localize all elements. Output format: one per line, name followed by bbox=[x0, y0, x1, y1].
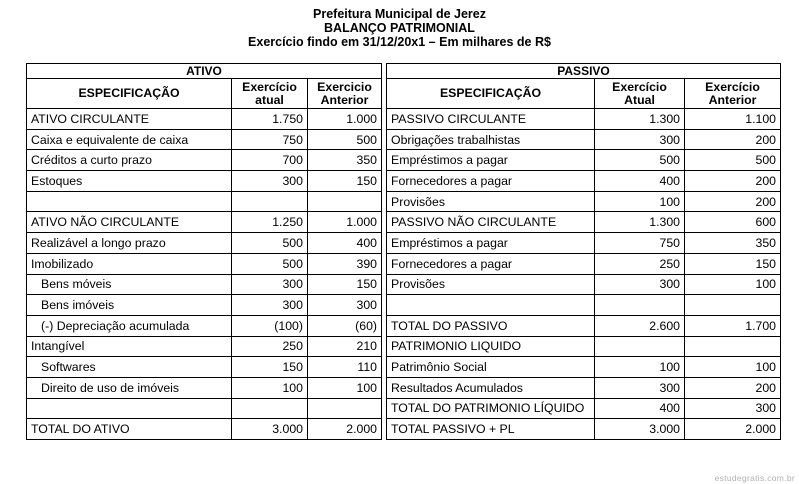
ativo-label: Bens imóveis bbox=[27, 295, 232, 316]
document-header bbox=[0, 7, 799, 49]
passivo-value-atual: 300 bbox=[595, 129, 685, 150]
ativo-value-atual: 300 bbox=[232, 171, 308, 192]
ativo-value-anterior: 150 bbox=[308, 274, 382, 295]
passivo-value-anterior: 200 bbox=[685, 377, 781, 398]
ativo-label: Estoques bbox=[27, 171, 232, 192]
passivo-col-atual: Exercício Atual bbox=[595, 79, 685, 109]
ativo-label bbox=[27, 191, 232, 212]
passivo-label: Empréstimos a pagar bbox=[387, 233, 595, 254]
ativo-value-atual: 1.750 bbox=[232, 109, 308, 130]
ativo-col-spec: ESPECIFICAÇÃO bbox=[27, 79, 232, 109]
ativo-value-atual: 500 bbox=[232, 233, 308, 254]
ativo-value-anterior: 210 bbox=[308, 336, 382, 357]
passivo-value-atual bbox=[595, 295, 685, 316]
table-row bbox=[27, 315, 781, 336]
ativo-value-atual: 150 bbox=[232, 357, 308, 378]
table-row bbox=[27, 274, 781, 295]
table-row bbox=[27, 109, 781, 130]
ativo-label: (-) Depreciação acumulada bbox=[27, 315, 232, 336]
passivo-value-anterior: 300 bbox=[685, 398, 781, 419]
passivo-value-anterior: 200 bbox=[685, 171, 781, 192]
passivo-label: TOTAL DO PATRIMONIO LÍQUIDO bbox=[387, 398, 595, 419]
passivo-value-anterior: 100 bbox=[685, 357, 781, 378]
ativo-value-anterior: 110 bbox=[308, 357, 382, 378]
passivo-label: Fornecedores a pagar bbox=[387, 171, 595, 192]
ativo-value-atual: 700 bbox=[232, 150, 308, 171]
ativo-value-atual: 250 bbox=[232, 336, 308, 357]
ativo-label: Caixa e equivalente de caixa bbox=[27, 129, 232, 150]
passivo-label: Resultados Acumulados bbox=[387, 377, 595, 398]
ativo-value-anterior: (60) bbox=[308, 315, 382, 336]
ativo-label: TOTAL DO ATIVO bbox=[27, 419, 232, 440]
ativo-value-anterior bbox=[308, 398, 382, 419]
passivo-label: PASSIVO NÃO CIRCULANTE bbox=[387, 212, 595, 233]
passivo-label: PASSIVO CIRCULANTE bbox=[387, 109, 595, 130]
ativo-value-anterior bbox=[308, 191, 382, 212]
passivo-value-anterior bbox=[685, 295, 781, 316]
passivo-value-anterior: 200 bbox=[685, 129, 781, 150]
passivo-label bbox=[387, 295, 595, 316]
ativo-label: ATIVO CIRCULANTE bbox=[27, 109, 232, 130]
passivo-value-atual: 300 bbox=[595, 377, 685, 398]
watermark: estudegratis.com.br bbox=[714, 473, 795, 483]
passivo-label: PATRIMONIO LIQUIDO bbox=[387, 336, 595, 357]
passivo-value-atual: 400 bbox=[595, 398, 685, 419]
ativo-label: Realizável a longo prazo bbox=[27, 233, 232, 254]
ativo-value-atual: 500 bbox=[232, 253, 308, 274]
passivo-value-anterior bbox=[685, 336, 781, 357]
table-row bbox=[27, 419, 781, 440]
ativo-value-anterior: 350 bbox=[308, 150, 382, 171]
ativo-label: Créditos a curto prazo bbox=[27, 150, 232, 171]
passivo-value-atual: 1.300 bbox=[595, 109, 685, 130]
ativo-value-atual: 300 bbox=[232, 295, 308, 316]
ativo-value-atual bbox=[232, 398, 308, 419]
table-row bbox=[27, 150, 781, 171]
ativo-value-anterior: 1.000 bbox=[308, 109, 382, 130]
passivo-value-atual: 3.000 bbox=[595, 419, 685, 440]
passivo-value-anterior: 150 bbox=[685, 253, 781, 274]
table-row bbox=[27, 357, 781, 378]
ativo-label bbox=[27, 398, 232, 419]
ativo-value-atual bbox=[232, 191, 308, 212]
table-row bbox=[27, 191, 781, 212]
passivo-value-atual: 300 bbox=[595, 274, 685, 295]
passivo-label: Fornecedores a pagar bbox=[387, 253, 595, 274]
ativo-label: Intangível bbox=[27, 336, 232, 357]
ativo-col-anterior: Exercicio Anterior bbox=[308, 79, 382, 109]
table-row bbox=[27, 377, 781, 398]
ativo-label: Direito de uso de imóveis bbox=[27, 377, 232, 398]
passivo-value-anterior: 2.000 bbox=[685, 419, 781, 440]
ativo-section-title: ATIVO bbox=[27, 64, 382, 79]
passivo-value-anterior: 1.700 bbox=[685, 315, 781, 336]
balance-sheet-table bbox=[26, 63, 781, 440]
ativo-value-anterior: 500 bbox=[308, 129, 382, 150]
passivo-value-atual: 400 bbox=[595, 171, 685, 192]
table-row bbox=[27, 171, 781, 192]
passivo-value-atual: 100 bbox=[595, 191, 685, 212]
header-municipality: Prefeitura Municipal de Jerez bbox=[313, 7, 486, 21]
table-row bbox=[27, 398, 781, 419]
header-title: BALANÇO PATRIMONIAL bbox=[324, 21, 475, 35]
ativo-label: Softwares bbox=[27, 357, 232, 378]
passivo-label: TOTAL DO PASSIVO bbox=[387, 315, 595, 336]
passivo-label: Empréstimos a pagar bbox=[387, 150, 595, 171]
table-row bbox=[27, 336, 781, 357]
passivo-label: Provisões bbox=[387, 274, 595, 295]
passivo-section-title: PASSIVO bbox=[387, 64, 781, 79]
passivo-label: Obrigações trabalhistas bbox=[387, 129, 595, 150]
passivo-value-anterior: 100 bbox=[685, 274, 781, 295]
ativo-value-anterior: 100 bbox=[308, 377, 382, 398]
ativo-value-atual: 100 bbox=[232, 377, 308, 398]
ativo-value-anterior: 400 bbox=[308, 233, 382, 254]
passivo-value-atual: 2.600 bbox=[595, 315, 685, 336]
passivo-value-anterior: 500 bbox=[685, 150, 781, 171]
ativo-value-anterior: 300 bbox=[308, 295, 382, 316]
passivo-value-atual: 250 bbox=[595, 253, 685, 274]
passivo-col-spec: ESPECIFICAÇÃO bbox=[387, 79, 595, 109]
table-row bbox=[27, 233, 781, 254]
passivo-label: TOTAL PASSIVO + PL bbox=[387, 419, 595, 440]
passivo-value-atual: 1.300 bbox=[595, 212, 685, 233]
passivo-label: Provisões bbox=[387, 191, 595, 212]
passivo-value-anterior: 200 bbox=[685, 191, 781, 212]
passivo-col-anterior: Exercício Anterior bbox=[685, 79, 781, 109]
ativo-label: Imobilizado bbox=[27, 253, 232, 274]
passivo-value-atual: 750 bbox=[595, 233, 685, 254]
ativo-value-anterior: 2.000 bbox=[308, 419, 382, 440]
passivo-value-atual: 100 bbox=[595, 357, 685, 378]
ativo-value-atual: 750 bbox=[232, 129, 308, 150]
table-row bbox=[27, 129, 781, 150]
ativo-value-anterior: 390 bbox=[308, 253, 382, 274]
passivo-value-atual: 500 bbox=[595, 150, 685, 171]
passivo-value-anterior: 600 bbox=[685, 212, 781, 233]
ativo-value-atual: 3.000 bbox=[232, 419, 308, 440]
table-row bbox=[27, 295, 781, 316]
section-header-row bbox=[27, 64, 781, 79]
ativo-label: Bens móveis bbox=[27, 274, 232, 295]
table-row bbox=[27, 253, 781, 274]
header-period: Exercício findo em 31/12/20x1 – Em milhares de R$ bbox=[248, 35, 551, 49]
ativo-value-atual: 300 bbox=[232, 274, 308, 295]
passivo-value-atual bbox=[595, 336, 685, 357]
passivo-value-anterior: 350 bbox=[685, 233, 781, 254]
passivo-value-anterior: 1.100 bbox=[685, 109, 781, 130]
ativo-value-atual: 1.250 bbox=[232, 212, 308, 233]
ativo-value-atual: (100) bbox=[232, 315, 308, 336]
ativo-value-anterior: 150 bbox=[308, 171, 382, 192]
column-header-row bbox=[27, 79, 781, 109]
table-row bbox=[27, 212, 781, 233]
ativo-col-atual: Exercício atual bbox=[232, 79, 308, 109]
ativo-label: ATIVO NÃO CIRCULANTE bbox=[27, 212, 232, 233]
passivo-label: Patrimônio Social bbox=[387, 357, 595, 378]
ativo-value-anterior: 1.000 bbox=[308, 212, 382, 233]
